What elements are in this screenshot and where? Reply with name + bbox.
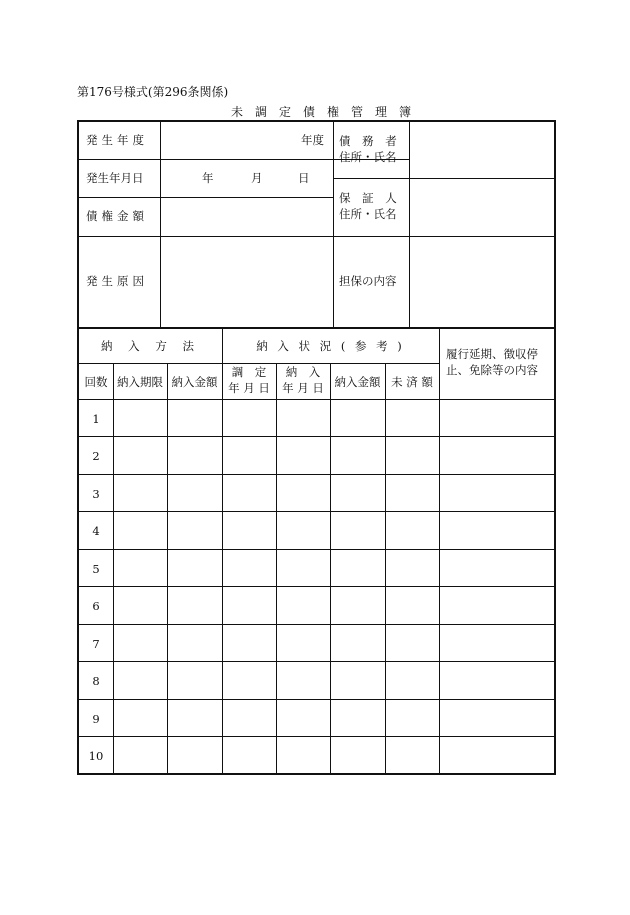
rule [439, 329, 440, 775]
rule [79, 736, 556, 737]
date-day: 日 [298, 171, 310, 185]
cause-label: 発生原因 [86, 274, 148, 288]
col-assess-line1: 調 定 [231, 365, 267, 379]
form-number: 第176号様式(第296条関係) [77, 85, 229, 99]
rule [167, 363, 168, 775]
rule [79, 624, 556, 625]
rule [79, 773, 556, 775]
col-amount-header: 納入金額 [171, 375, 218, 389]
rule [79, 586, 556, 587]
rule [79, 549, 556, 550]
debtor-label-line2: 住所・氏名 [339, 149, 397, 164]
col-unpaid-header: 未 済 額 [391, 375, 433, 389]
ledger-form [77, 120, 556, 775]
remarks-header-line1: 履行延期、徴収停 [446, 347, 538, 361]
col-due-header: 納入期限 [117, 375, 163, 389]
payment-status-header: 納 入 状 況 ( 参 考 ) [256, 339, 405, 353]
rule [79, 474, 556, 475]
date-year: 年 [202, 171, 214, 185]
remarks-header-line2: 止、免除等の内容 [446, 362, 538, 377]
debtor-label [339, 134, 401, 165]
col-assess-header [222, 365, 276, 396]
section-divider [79, 327, 556, 329]
remarks-header [446, 347, 538, 378]
row-number: 4 [92, 524, 100, 538]
row-number: 10 [88, 749, 104, 763]
rule [79, 661, 556, 662]
col-paid-amount-header: 納入金額 [334, 375, 381, 389]
rule [385, 363, 386, 775]
rule [79, 399, 556, 400]
claim-amount-label: 債権金額 [86, 209, 148, 223]
rule [409, 122, 410, 327]
collateral-label: 担保の内容 [339, 274, 397, 288]
debtor-label-line1: 債 務 者 [339, 134, 401, 148]
row-number: 1 [92, 412, 100, 426]
occurrence-date-label: 発生年月日 [86, 171, 144, 185]
col-assess-line2: 年 月 日 [228, 380, 270, 395]
guarantor-label [339, 191, 401, 222]
occurrence-year-label: 発生年度 [86, 133, 148, 147]
col-pay-header [276, 365, 330, 396]
row-number: 3 [92, 487, 100, 501]
row-number: 5 [92, 562, 100, 576]
document-title: 未調定債権管理簿 [230, 105, 423, 119]
occurrence-year-suffix: 年度 [301, 133, 324, 147]
payment-method-header: 納 入 方 法 [101, 339, 200, 353]
col-count-header: 回数 [84, 375, 108, 389]
rule [113, 363, 114, 775]
rule [79, 699, 556, 700]
row-number: 2 [92, 449, 100, 463]
rule [333, 178, 556, 179]
rule [79, 511, 556, 512]
rule [330, 363, 331, 775]
date-month: 月 [251, 171, 263, 185]
rule [333, 122, 334, 327]
rule [79, 197, 333, 198]
col-pay-line2: 年 月 日 [282, 380, 324, 395]
row-number: 6 [92, 599, 100, 613]
row-number: 7 [92, 637, 100, 651]
row-number: 8 [92, 674, 100, 688]
col-pay-line1: 納 入 [285, 365, 321, 379]
guarantor-label-line2: 住所・氏名 [339, 206, 397, 221]
rule [160, 122, 161, 327]
rule [79, 436, 556, 437]
rule [276, 363, 277, 775]
guarantor-label-line1: 保 証 人 [339, 191, 401, 205]
row-number: 9 [92, 712, 100, 726]
rule [79, 236, 556, 237]
